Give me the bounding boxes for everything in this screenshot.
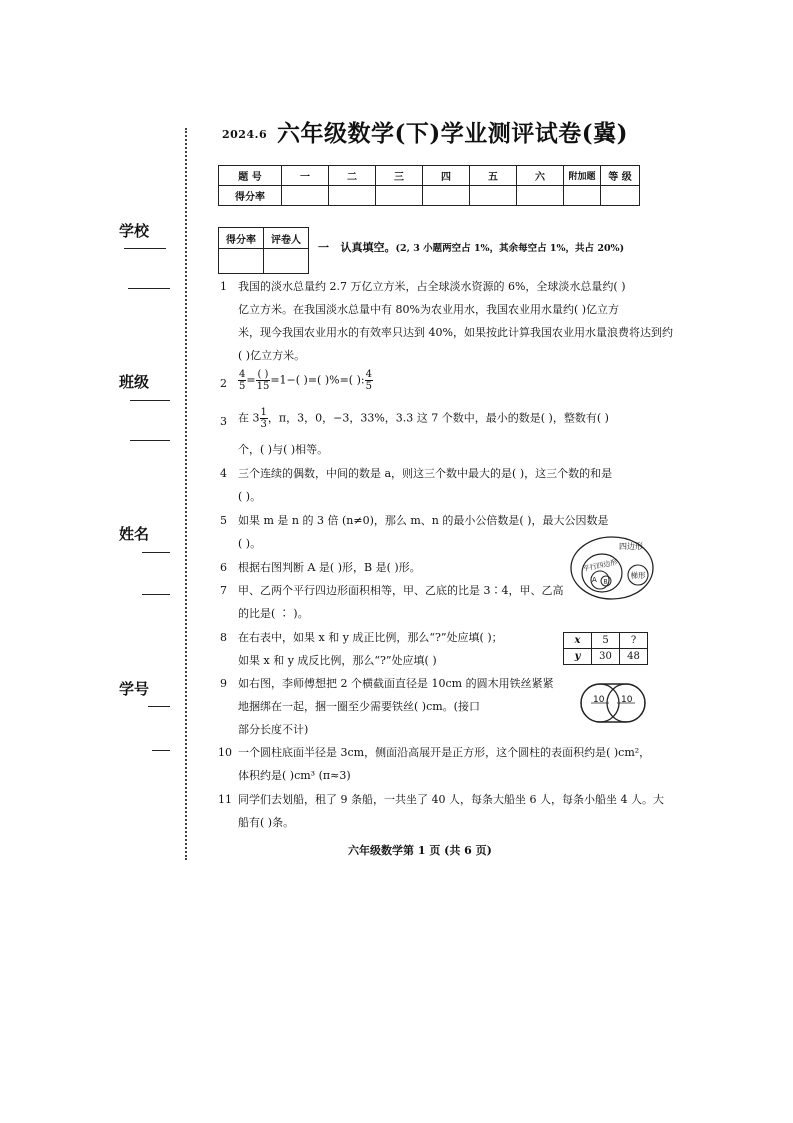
xy-table-y-header: y	[564, 649, 592, 665]
exam-title: 六年级数学(下)学业测评试卷(冀)	[277, 120, 629, 147]
number-label: 学号	[119, 680, 150, 698]
xy-table-x-header: x	[564, 633, 592, 649]
score-table-col-2: 二	[329, 166, 376, 186]
section-note: (2, 3 小题两空占 1%，其余每空占 1%，共占 20%)	[395, 243, 625, 254]
left-diameter-label: 10	[593, 695, 605, 705]
page-footer: 六年级数学第 1 页 (共 6 页)	[348, 844, 492, 857]
score-table-col-3: 三	[376, 166, 423, 186]
score-table-col-6: 六	[517, 166, 564, 186]
score-table-header-label: 题 号	[219, 166, 282, 186]
quadrilateral-label: 四边形	[619, 542, 643, 551]
score-cell[interactable]	[601, 186, 640, 206]
q8-xy-table	[563, 632, 648, 665]
q5-line-2: ( )。	[238, 537, 262, 550]
class-line-1	[130, 400, 170, 401]
section-title: 认真填空。	[340, 241, 396, 254]
score-table-col-extra: 附加题	[564, 166, 601, 186]
xy-table-cell: ?	[620, 633, 648, 649]
xy-table-cell: 48	[620, 649, 648, 665]
question-number: 1	[220, 280, 227, 293]
number-line-2	[152, 750, 170, 751]
score-cell[interactable]	[282, 186, 329, 206]
name-label: 姓名	[119, 525, 150, 543]
q9-line-3: 部分长度不计)	[238, 723, 309, 736]
grader-box	[218, 227, 309, 274]
question-number: 4	[220, 467, 227, 480]
name-line-1	[142, 552, 170, 553]
score-cell[interactable]	[423, 186, 470, 206]
question-number: 5	[220, 514, 227, 527]
q2-text: =1−( )=( )%=( ):	[270, 373, 365, 387]
q2-fraction-2: $\frac{( )}{15}$	[256, 369, 270, 392]
score-cell[interactable]	[470, 186, 517, 206]
set-b-label: B	[603, 578, 608, 586]
name-line-2	[142, 594, 170, 595]
question-number: 2	[220, 377, 227, 390]
q10-line-1: 一个圆柱底面半径是 3cm，侧面沿高展开是正方形，这个圆柱的表面积约是( )cm²，	[238, 746, 651, 759]
q8-line-2: 如果 x 和 y 成反比例，那么“?”处应填( )	[238, 654, 437, 667]
score-table-col-grade: 等 级	[601, 166, 640, 186]
score-cell[interactable]	[517, 186, 564, 206]
q5-line-1: 如果 m 是 n 的 3 倍 (n≠0)，那么 m、n 的最小公倍数是( )，最大公因数是	[238, 514, 609, 527]
grader-label: 评卷人	[264, 228, 309, 249]
q4-line-1: 三个连续的偶数，中间的数是 a，则这三个数中最大的是( )，这三个数的和是	[238, 467, 613, 480]
set-a-label: A	[592, 576, 597, 584]
q7-line-2: 的比是( ∶ )。	[238, 607, 309, 620]
q6-text: 根据右图判断 A 是( )形，B 是( )形。	[238, 561, 421, 574]
score-table-col-5: 五	[470, 166, 517, 186]
score-table-row-label: 得分率	[219, 186, 282, 206]
q3-mixed-fraction: $\frac{1}{3}$	[260, 407, 267, 430]
q3-line-2: 个，( )与( )相等。	[238, 443, 329, 456]
q4-line-2: ( )。	[238, 490, 262, 503]
q1-line-4: ( )亿立方米。	[238, 349, 306, 362]
school-label: 学校	[119, 222, 150, 240]
grader-name-cell[interactable]	[264, 249, 309, 274]
score-table-col-1: 一	[282, 166, 329, 186]
q2-fraction-1: $\frac{4}{5}$	[239, 369, 246, 392]
q1-line-2: 亿立方米。在我国淡水总量中有 80%为农业用水，我国农业用水量约( )亿立方	[238, 303, 620, 316]
q8-line-1: 在右表中，如果 x 和 y 成正比例，那么“?”处应填( )；	[238, 631, 503, 644]
q6-venn-diagram	[569, 535, 655, 601]
grader-score-rate-label: 得分率	[219, 228, 264, 249]
question-number: 3	[220, 415, 227, 428]
q10-line-2: 体积约是( )cm³ (π≈3)	[238, 769, 351, 782]
section-number: 一	[318, 241, 329, 254]
q9-line-2: 地捆绑在一起，捆一圈至少需要铁丝( )cm。(接口	[238, 700, 480, 713]
trapezoid-label: 梯形	[630, 571, 646, 580]
grader-score-cell[interactable]	[219, 249, 264, 274]
xy-table-cell: 5	[592, 633, 620, 649]
q1-line-3: 米，现今我国农业用水的有效率只达到 40%，如果按此计算我国农业用水量浪费将达到约	[238, 326, 673, 339]
question-number: 6	[220, 561, 227, 574]
q2-expression: $\frac{4}{5}$ = $\frac{( )}{15}$ =1−( )=( )%=( ): $\frac{4}{5}$	[239, 369, 372, 392]
parallelogram-label: 平行四边形	[582, 558, 619, 574]
xy-table-cell: 30	[592, 649, 620, 665]
exam-date: 2024.6	[222, 128, 268, 141]
q1-line-1: 我国的淡水总量约 2.7 万亿立方米，占全球淡水资源的 6%，全球淡水总量约( )	[238, 280, 626, 293]
question-number: 10	[218, 746, 232, 759]
score-table	[218, 165, 640, 206]
q11-line-2: 船有( )条。	[238, 816, 295, 829]
q3-line-1: 在 3 $\frac{1}{3}$ ，π，3，0，−3，33%，3.3 这 7 个数中，最小的数是( )，整数有( )	[238, 407, 609, 430]
q7-line-1: 甲、乙两个平行四边形面积相等，甲、乙底的比是 3∶4，甲、乙高	[238, 584, 564, 597]
q9-logs-diagram	[578, 681, 648, 725]
question-number: 11	[218, 793, 232, 806]
score-cell[interactable]	[564, 186, 601, 206]
q11-line-1: 同学们去划船，租了 9 条船，一共坐了 40 人，每条大船坐 6 人，每条小船坐 4 人。大	[238, 793, 664, 806]
q9-line-1: 如右图，李师傅想把 2 个横截面直径是 10cm 的圆木用铁丝紧紧	[238, 677, 554, 690]
binding-dotted-line	[185, 128, 187, 860]
question-number: 8	[220, 631, 227, 644]
school-line-1	[124, 248, 166, 249]
question-number: 7	[220, 584, 227, 597]
score-table-col-4: 四	[423, 166, 470, 186]
right-diameter-label: 10	[621, 695, 633, 705]
number-line-1	[148, 706, 170, 707]
class-line-2	[130, 440, 170, 441]
section-1-heading	[318, 239, 624, 255]
score-cell[interactable]	[376, 186, 423, 206]
question-number: 9	[220, 677, 227, 690]
school-line-2	[128, 288, 170, 289]
class-label: 班级	[119, 373, 150, 391]
score-cell[interactable]	[329, 186, 376, 206]
q2-fraction-3: $\frac{4}{5}$	[365, 369, 372, 392]
